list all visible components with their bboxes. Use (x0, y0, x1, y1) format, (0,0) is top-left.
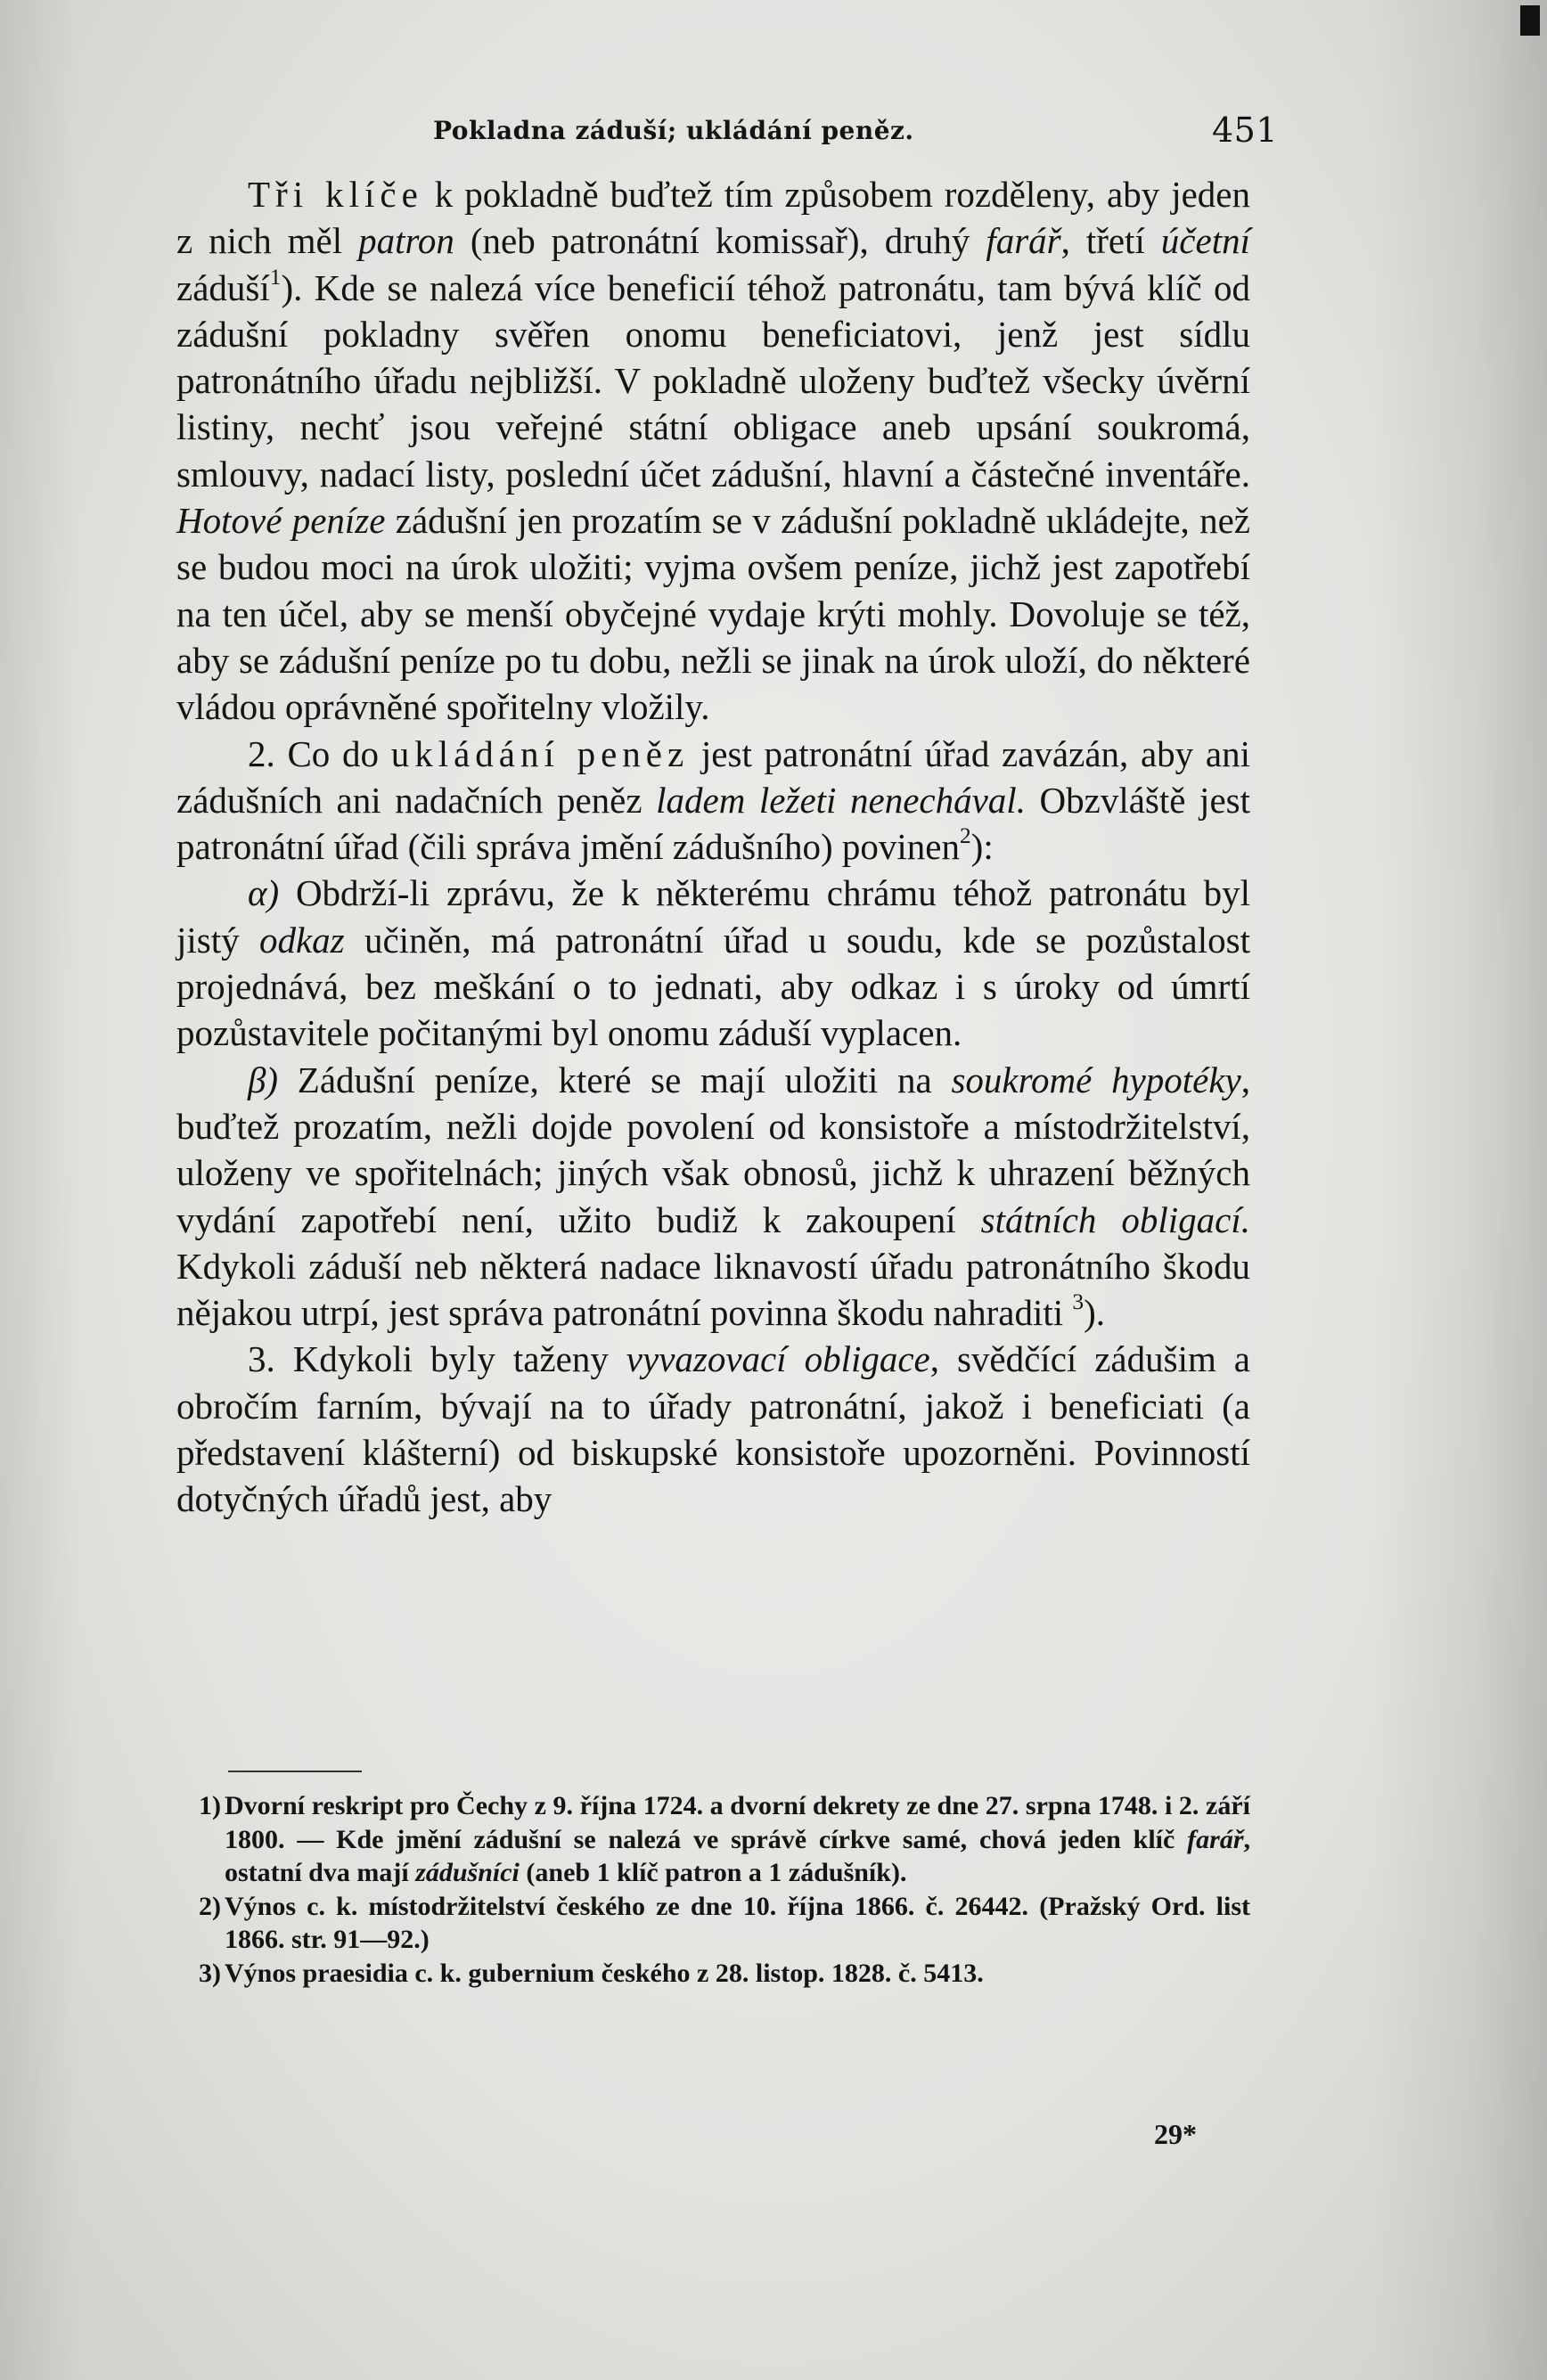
footnote-ref-3: 3 (1072, 1289, 1085, 1315)
page-number: 451 (1212, 110, 1279, 150)
footnote-2: 2) Výnos c. k. místodržitelství českého ze dne 10. října 1866. č. 26442. (Pražský Ord. list 1866. str. 91—92.) (199, 1891, 1250, 1954)
paragraph-2: 2. Co do ukládání peněz jest patronátní úřad zavázán, aby ani zádušních ani nadačních peněz ladem ležeti nenechával. Obzvláště jest patronátní úřad (čili správa jmění zádušního) povinen$^2$): (176, 732, 1250, 868)
paragraph-3: 3. Kdykoli byly taženy vyvazovací obligace, svědčící zádušim a obročím farním, bývají na to úřady patronátní, jakož i beneficiati (a představení klášterní) od biskupské konsistoře upozorněni. Povinností dotyčných úřadů jest, aby (176, 1338, 1251, 1520)
paragraph-beta: β) Zádušní peníze, které se mají uložiti na soukromé hypotéky, buďtež prozatím, nežli dojde povolení od konsistoře a místodržitelství, uloženy ve spořitelnách; jiných však obnosů, jichž k uhrazení běžných vydání zapotřebí není, užito budiž k zakoupení státních obligací. Kdykoli záduší neb některá nadace liknavostí úřadu patronátního škodu nějakou utrpí, jest správa patronátní povinna škodu nahraditi $^3$). (176, 1059, 1250, 1334)
paragraph-alpha: α) Obdrží-li zprávu, že k některému chrámu téhož patronátu byl jistý odkaz učiněn, má patronátní úřad u soudu, kde se pozůstalost projednává, bez meškání o to jednati, aby odkaz i s úroky od úmrtí pozůstavitele počitanými byl onomu záduší vyplacen. (176, 872, 1250, 1054)
footnote-ref-2: 2 (959, 823, 971, 849)
footnote-3: 3) Výnos praesidia c. k. gubernium českého z 28. listop. 1828. č. 5413. (199, 1958, 984, 1988)
scan-corner-mark (1520, 5, 1540, 36)
footnotes (178, 1789, 1250, 1990)
footnote-1: 1) Dvorní reskript pro Čechy z 9. října 1724. a dvorní dekrety ze dne 27. srpna 1748. i 2. září 1800. — Kde jmění zádušní se nalezá ve správě církve samé, chová jeden klíč farář, ostatní dva mají zádušníci (aneb 1 klíč patron a 1 zádušník). (199, 1791, 1250, 1887)
footnote-rule (228, 1771, 362, 1772)
right-edge-shadow (1369, 0, 1547, 2380)
body-text (176, 171, 1250, 1523)
footnote-ref-1: 1 (269, 264, 282, 290)
left-edge-shadow (0, 0, 80, 2380)
paragraph-keys: Tři klíče k pokladně buďtež tím způsobem rozděleny, aby jeden z nich měl patron (neb patronátní komissař), druhý farář, třetí účetní záduší$^1$). Kde se nalezá více beneficií téhož patronátu, tam bývá klíč od zádušní pokladny svěřen onomu beneficiatovi, jenž jest sídlu patronátního úřadu nejbližší. V pokladně uloženy buďtež všecky úvěrní listiny, nechť jsou veřejné státní obligace aneb upsání soukromá, smlouvy, nadací listy, poslední účet zádušní, hlavní a částečné inventáře. Hotové peníze zádušní jen prozatím se v zádušní pokladně ukládejte, než se budou moci na úrok uložiti; vyjma ovšem peníze, jichž jest zapotřebí na ten účel, aby se menší obyčejné vydaje krýti mohly. Dovoluje se též, aby se zádušní peníze po tu dobu, nežli se jinak na úrok uloží, do některé vládou oprávněné spořitelny vložily. (176, 174, 1250, 728)
running-head-title: Pokladna záduší; ukládání peněz. (433, 116, 914, 145)
printer-signature: 29* (1154, 2118, 1197, 2150)
